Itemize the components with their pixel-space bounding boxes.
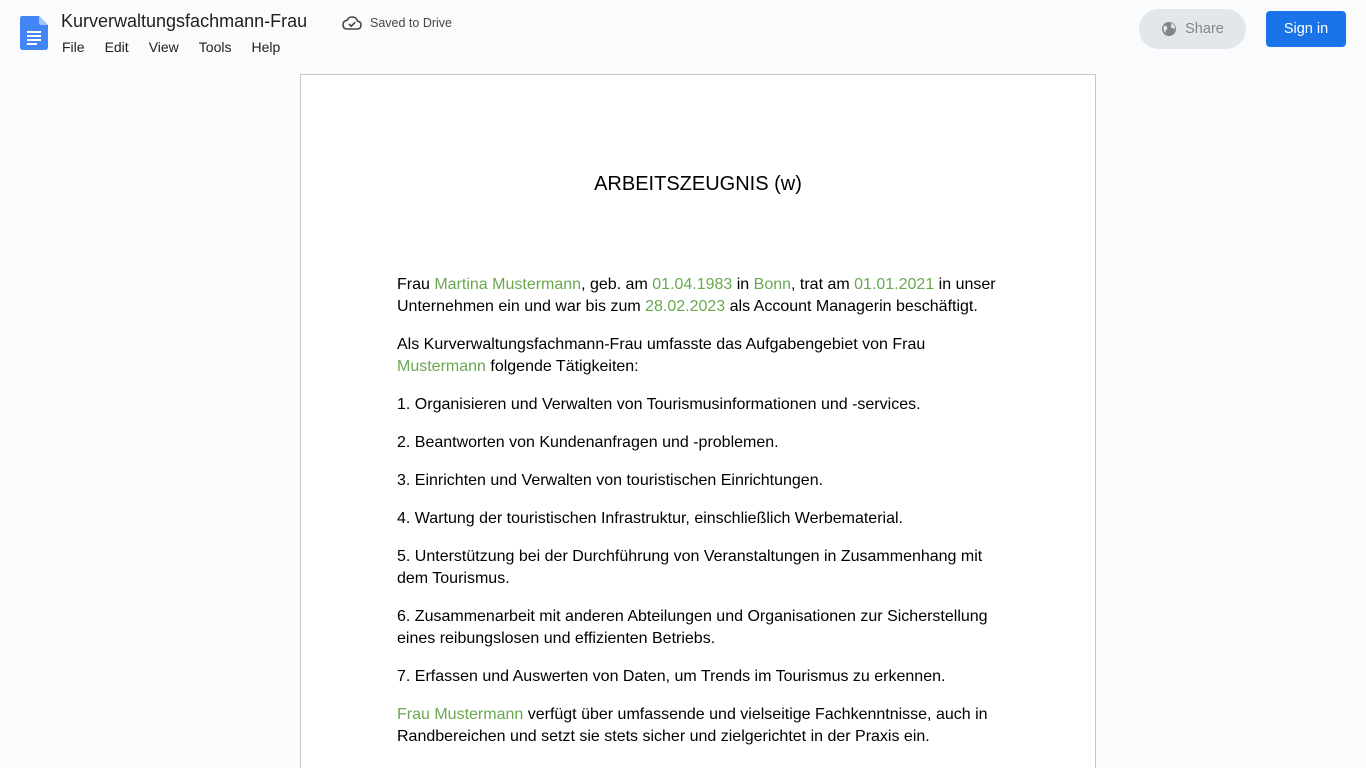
text-run: , geb. am <box>581 276 653 293</box>
birth-place: Bonn <box>753 276 792 293</box>
duties-intro-paragraph <box>397 334 997 378</box>
cloud-saved-icon <box>342 15 362 31</box>
share-button[interactable] <box>1139 9 1246 49</box>
intro-paragraph <box>397 274 997 318</box>
save-status-label: Saved to Drive <box>370 16 452 30</box>
globe-icon <box>1161 21 1177 37</box>
text-run: folgende Tätigkeiten: <box>485 358 639 375</box>
menu-file[interactable]: File <box>62 39 85 55</box>
start-date: 01.01.2021 <box>854 276 935 293</box>
employee-name: Frau Mustermann <box>397 706 524 723</box>
text-run: als Account Managerin beschäftigt. <box>725 298 978 315</box>
task-item: 2. Beantworten von Kundenanfragen und -problemen. <box>397 434 779 451</box>
text-run: , trat am <box>791 276 855 293</box>
document-body[interactable] <box>397 274 997 764</box>
task-item: 3. Einrichten und Verwalten von touristischen Einrichtungen. <box>397 472 824 489</box>
task-item: 4. Wartung der touristischen Infrastruktur, einschließlich Werbematerial. <box>397 510 903 527</box>
menu-bar <box>52 36 290 60</box>
sign-in-button[interactable]: Sign in <box>1266 11 1346 47</box>
text-run: in <box>732 276 754 293</box>
end-date: 28.02.2023 <box>645 298 726 315</box>
task-item: 7. Erfassen und Auswerten von Daten, um Trends im Tourismus zu erkennen. <box>397 668 946 685</box>
save-status[interactable] <box>342 14 452 32</box>
task-item: 5. Unterstützung bei der Durchführung von Veranstaltungen in Zusammenhang mit dem Tourismus. <box>397 548 983 587</box>
docs-logo-icon[interactable] <box>20 16 48 50</box>
menu-tools[interactable]: Tools <box>198 39 232 55</box>
text-run: Als Kurverwaltungsfachmann-Frau umfasste das Aufgabengebiet von Frau <box>397 336 926 353</box>
text-run: Frau <box>397 276 435 293</box>
birth-date: 01.04.1983 <box>652 276 733 293</box>
document-heading: ARBEITSZEUGNIS (w) <box>594 173 802 195</box>
menu-view[interactable]: View <box>148 39 179 55</box>
menu-edit[interactable]: Edit <box>104 39 129 55</box>
task-item: 1. Organisieren und Verwalten von Tourismusinformationen und -services. <box>397 396 921 413</box>
document-title[interactable]: Kurverwaltungsfachmann-Frau <box>61 11 308 31</box>
top-bar <box>0 0 1366 64</box>
text-run: in unser Unternehmen ein und war bis zum <box>397 276 996 315</box>
employee-name: Martina Mustermann <box>434 276 582 293</box>
document-page[interactable] <box>300 74 1096 768</box>
text-run: verfügt über umfassende und vielseitige Fachkenntnisse, auch in Randbereichen und setzt sie stets sicher und zielgerichtet in der Praxis ein. <box>397 706 988 745</box>
employee-surname: Mustermann <box>397 358 486 375</box>
menu-help[interactable]: Help <box>251 39 281 55</box>
task-item: 6. Zusammenarbeit mit anderen Abteilungen und Organisationen zur Sicherstellung eines reibungslosen und effizienten Betriebs. <box>397 608 988 647</box>
skills-paragraph <box>397 704 997 748</box>
share-label: Share <box>1185 21 1224 37</box>
